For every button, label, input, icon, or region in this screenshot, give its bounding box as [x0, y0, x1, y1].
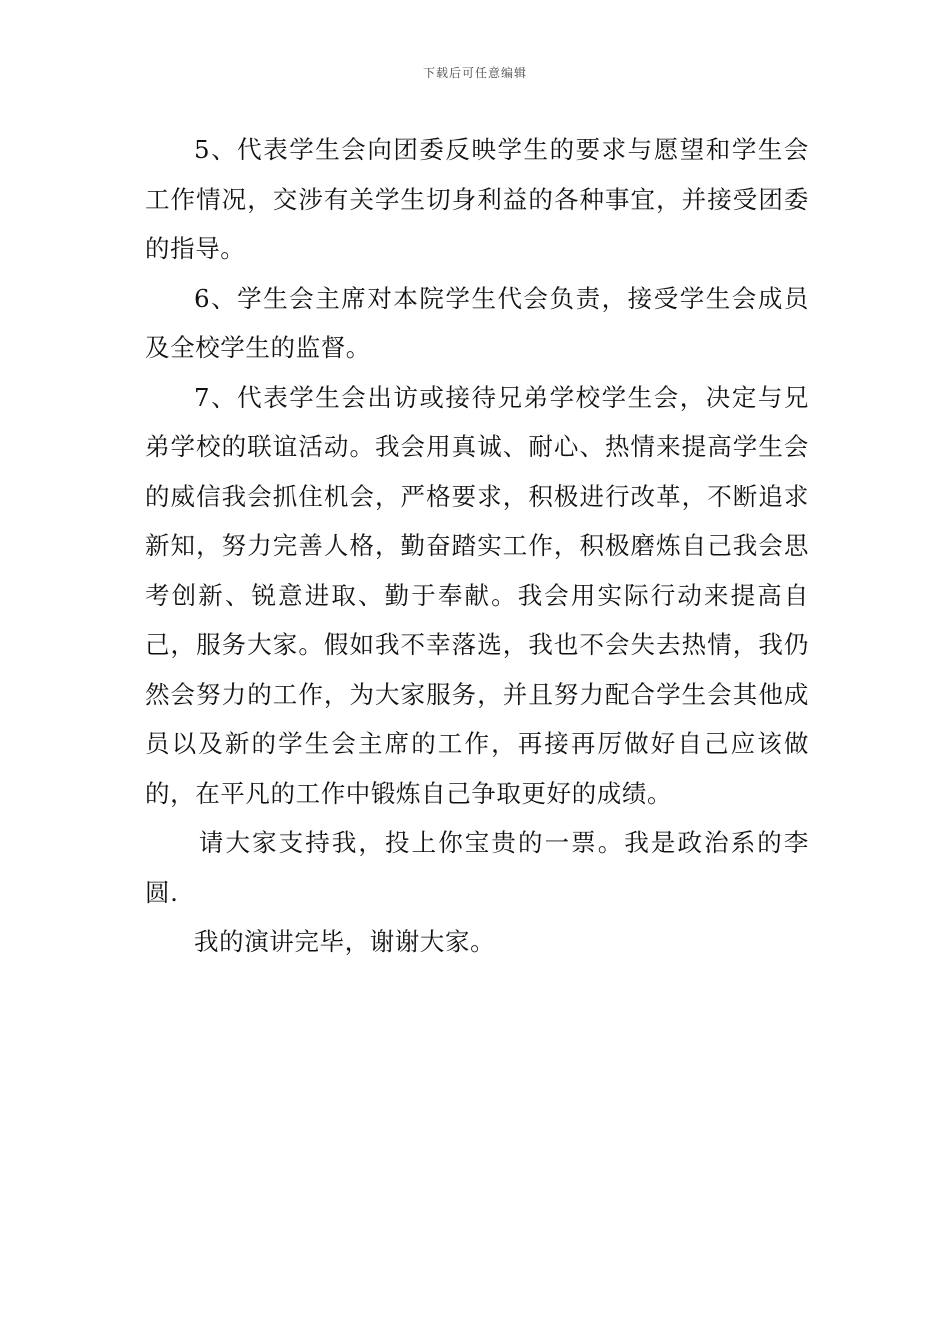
paragraph-item-6: 6、学生会主席对本院学生代会负责，接受学生会成员及全校学生的监督。 — [145, 283, 809, 362]
paragraph-vote-request: 请大家支持我，投上你宝贵的一票。我是政治系的李圆. — [145, 828, 809, 907]
download-editable-note: 下载后可任意编辑 — [422, 66, 527, 80]
paragraph-item-7: 7、代表学生会出访或接待兄弟学校学生会，决定与兄弟学校的联谊活动。我会用真诚、耐心、热情来提高学生会的威信我会抓住机会，严格要求，积极进行改革，不断追求新知，努力完善人格，勤奋踏实工作，积极磨炼自己我会思考创新、锐意进取、勤于奉献。我会用实际行动来提高自己，服务大家。假如我不幸落选，我也不会失去热情，我仍然会努力的工作，为大家服务，并且努力配合学生会其他成员以及新的学生会主席的工作，再接再厉做好自己应该做的，在平凡的工作中锻炼自己争取更好的成绩。 — [145, 382, 809, 808]
document-body — [145, 125, 809, 967]
paragraph-closing: 我的演讲完毕，谢谢大家。 — [194, 927, 496, 956]
paragraph-item-5: 5、代表学生会向团委反映学生的要求与愿望和学生会工作情况，交涉有关学生切身利益的各种事宜，并接受团委的指导。 — [145, 135, 809, 263]
